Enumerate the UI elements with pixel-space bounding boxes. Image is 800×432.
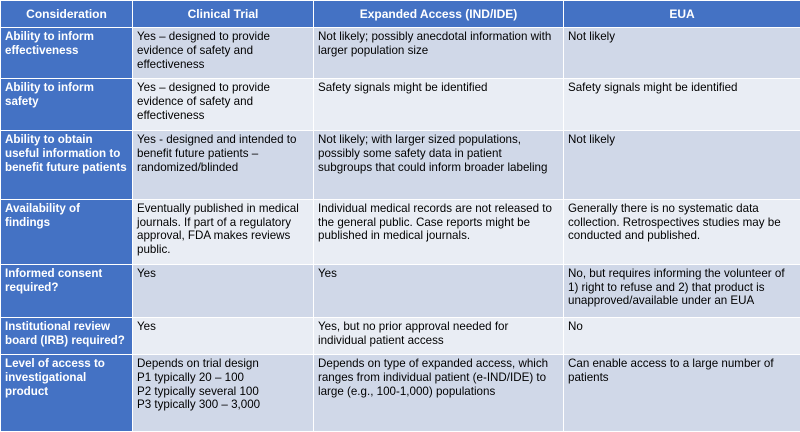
cell-expanded-access xyxy=(314,130,564,199)
cell-eua xyxy=(564,318,800,354)
row-consideration-cell: Ability to obtain useful information to benefit future patients xyxy=(1,130,133,199)
cell-eua xyxy=(564,130,800,199)
cell-text: P2 typically several 100 xyxy=(137,384,259,398)
row-consideration-cell: Ability to inform safety xyxy=(1,79,133,130)
header-consideration: Consideration xyxy=(1,1,133,28)
table-row xyxy=(1,130,800,199)
cell-text: Yes xyxy=(137,266,156,280)
table-body xyxy=(1,28,800,432)
cell-text: No xyxy=(568,320,583,334)
table-row xyxy=(1,264,800,318)
row-consideration-cell: Availability of findings xyxy=(1,199,133,264)
cell-clinical-trial xyxy=(133,130,314,199)
cell-text: Yes, but no prior approval needed for individual patient access xyxy=(318,320,509,348)
table-row xyxy=(1,354,800,431)
cell-eua xyxy=(564,28,800,79)
table-row xyxy=(1,199,800,264)
cell-clinical-trial xyxy=(133,354,314,431)
cell-text: Not likely; with larger sized populations, possibly some safety data in patient subgroups that could inform broader labeling xyxy=(318,132,548,174)
cell-clinical-trial xyxy=(133,199,314,264)
cell-text: Yes – designed to provide evidence of safety and effectiveness xyxy=(137,81,270,123)
row-consideration-cell: Ability to inform effectiveness xyxy=(1,28,133,79)
cell-text: Yes - designed and intended to benefit future patients – randomized/blinded xyxy=(137,132,297,174)
cell-text: Yes xyxy=(318,266,337,280)
cell-text: Depends on trial design xyxy=(137,356,259,370)
header-expanded-access: Expanded Access (IND/IDE) xyxy=(314,1,564,28)
cell-text: Not likely; possibly anecdotal information with larger population size xyxy=(318,30,552,57)
cell-eua xyxy=(564,354,800,431)
cell-clinical-trial xyxy=(133,264,314,318)
cell-text: Safety signals might be identified xyxy=(568,81,738,95)
cell-eua xyxy=(564,79,800,130)
cell-text: Eventually published in medical journals. If part of a regulatory approval, FDA makes reviews public. xyxy=(137,201,299,257)
header-eua: EUA xyxy=(564,1,800,28)
table-row xyxy=(1,79,800,130)
cell-expanded-access xyxy=(314,354,564,431)
cell-clinical-trial xyxy=(133,28,314,79)
cell-clinical-trial xyxy=(133,318,314,354)
header-clinical-trial: Clinical Trial xyxy=(133,1,314,28)
cell-expanded-access xyxy=(314,264,564,318)
cell-text: P3 typically 300 – 3,000 xyxy=(137,398,261,412)
cell-text: Not likely xyxy=(568,132,616,146)
cell-text: Depends on type of expanded access, which ranges from individual patient (e-IND/IDE) to large (e.g., 100-1,000) populations xyxy=(318,356,549,398)
cell-text: P1 typically 20 – 100 xyxy=(137,370,244,384)
cell-text: No, but requires informing the volunteer of 1) right to refuse and 2) that product is unapproved/available under an EUA xyxy=(568,266,785,308)
cell-expanded-access xyxy=(314,28,564,79)
cell-text: Generally there is no systematic data collection. Retrospectives studies may be conducted and published. xyxy=(568,201,781,243)
cell-eua xyxy=(564,199,800,264)
cell-expanded-access xyxy=(314,79,564,130)
cell-text: Safety signals might be identified xyxy=(318,81,488,95)
cell-expanded-access xyxy=(314,318,564,354)
cell-text: Yes xyxy=(137,320,156,334)
cell-text: Individual medical records are not released to the general public. Case reports might be published in medical journals. xyxy=(318,201,552,243)
cell-clinical-trial xyxy=(133,79,314,130)
row-consideration-cell: Level of access to investigational product xyxy=(1,354,133,431)
cell-text: Can enable access to a large number of patients xyxy=(568,356,774,384)
row-consideration-cell: Informed consent required? xyxy=(1,264,133,318)
cell-text: Yes – designed to provide evidence of safety and effectiveness xyxy=(137,30,270,71)
cell-eua xyxy=(564,264,800,318)
header-row xyxy=(1,1,800,28)
table-header xyxy=(1,1,800,28)
table-row xyxy=(1,28,800,79)
table-row xyxy=(1,318,800,354)
cell-expanded-access xyxy=(314,199,564,264)
row-consideration-cell: Institutional review board (IRB) required? xyxy=(1,318,133,354)
cell-text: Not likely xyxy=(568,30,616,43)
